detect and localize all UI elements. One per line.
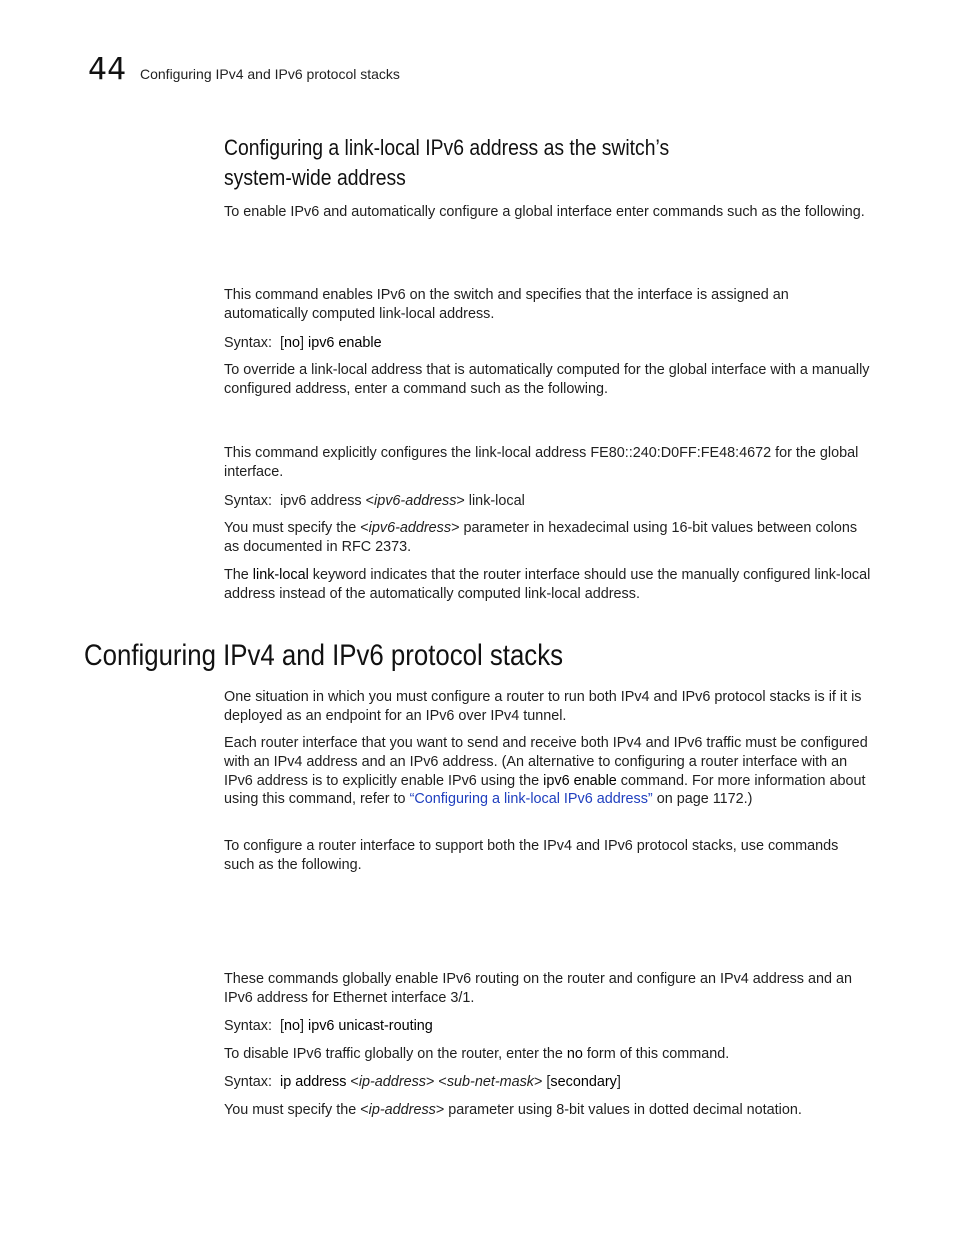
paragraph-enable-desc: This command enables IPv6 on the switch and specifies that the interface is assigned an automatically computed link-local address. [224,287,789,322]
syntax-command: ipv6 unicast-routing [308,1018,433,1034]
text: You must specify the < [224,1102,369,1118]
syntax-ipv6-address [224,492,872,511]
bracket-close: ] [300,335,305,351]
text: Each router interface that you want to send and receive both IPv4 and IPv6 traffic must be configured with an IPv4 address and an IPv6 address. (An alternative to configuring a router interface with an IPv6 address is to explicitly enable IPv6 using the [224,735,868,789]
text: To disable IPv6 traffic globally on the router, enter the [224,1046,567,1062]
text: command. For more information about using this command, refer to [224,772,866,808]
text: You must specify the < [224,520,369,536]
command-ipv6-enable: ipv6 enable [543,772,617,789]
heading-line-1: Configuring a link-local IPv6 address as the switch’s [224,135,670,160]
text: > parameter using 8-bit values in dotted decimal notation. [435,1102,802,1118]
section-heading-protocol-stacks: Configuring IPv4 and IPv6 protocol stacks [84,639,563,672]
syntax-command: ipv6 enable [308,335,382,351]
text: > parameter in hexadecimal using 16-bit values between colons as documented in RFC 2373. [224,520,858,555]
text: ] [616,1074,621,1090]
paragraph-keyword [224,566,872,604]
syntax-label: Syntax: [224,1018,272,1034]
syntax-command: ip address [280,1074,347,1090]
text: The [224,567,253,583]
keyword-secondary: secondary [550,1074,617,1090]
text: on page 1172.) [652,791,753,808]
syntax-ipv6-unicast-routing [224,1017,872,1036]
keyword-no: no [566,1046,583,1062]
paragraph-ip-address [224,1101,872,1120]
bracket-open: [ [280,335,284,351]
bracket-open: [ [280,1018,284,1034]
text: form of this command. [582,1046,730,1062]
syntax-ip-address [224,1073,872,1092]
paragraph-each-router [224,734,872,809]
syntax-label: Syntax: [224,335,272,351]
running-header: Configuring IPv4 and IPv6 protocol stacks [140,66,400,82]
paragraph-globally-desc: These commands globally enable IPv6 routing on the router and configure an IPv4 address and an IPv6 address for Ethernet interface 3/1. [224,971,852,1006]
heading-line-2: system-wide address [224,165,406,190]
paragraph-override-desc: To override a link-local address that is automatically computed for the global interface with a manually configured address, enter a command such as the following. [224,362,870,397]
paragraph-specify-hex [224,519,872,557]
text: keyword indicates that the router interface should use the manually configured link-local address instead of the automatically computed link-local address. [224,567,871,602]
paragraph-disable [224,1045,872,1064]
param-ip-address: ip-address [358,1074,427,1090]
syntax-ipv6-enable [224,334,872,353]
paragraph-configure-desc: To configure a router interface to support both the IPv4 and IPv6 protocol stacks, use commands such as the following. [224,838,839,873]
syntax-label: Syntax: [224,1074,272,1090]
syntax-post: > link-local [456,493,525,509]
chapter-number: 44 [88,52,127,87]
text: < [346,1074,359,1090]
syntax-no-keyword: no [284,335,301,351]
bracket-close: ] [300,1018,305,1034]
syntax-pre: ipv6 address < [280,493,374,509]
keyword-link-local: link-local [252,567,309,583]
text: > < [426,1074,447,1090]
paragraph-explicit-desc: This command explicitly configures the link-local address FE80::240:D0FF:FE48:4672 for the global interface. [224,445,859,480]
param-ip-address: ip-address [368,1102,436,1118]
paragraph-intro: To enable IPv6 and automatically configure a global interface enter commands such as the following. [224,204,865,220]
syntax-label: Syntax: [224,493,272,509]
param-ipv6-address: ipv6-address [368,520,452,536]
syntax-param: ipv6-address [374,493,457,509]
section-heading-link-local [224,133,717,193]
paragraph-situation: One situation in which you must configure a router to run both IPv4 and IPv6 protocol stacks is if it is deployed as an endpoint for an IPv6 over IPv4 tunnel. [224,689,862,724]
syntax-no-keyword: no [284,1018,301,1034]
text: > [ [534,1074,551,1090]
cross-reference-link[interactable]: “Configuring a link-local IPv6 address” [409,791,653,808]
param-sub-net-mask: sub-net-mask [446,1074,535,1090]
